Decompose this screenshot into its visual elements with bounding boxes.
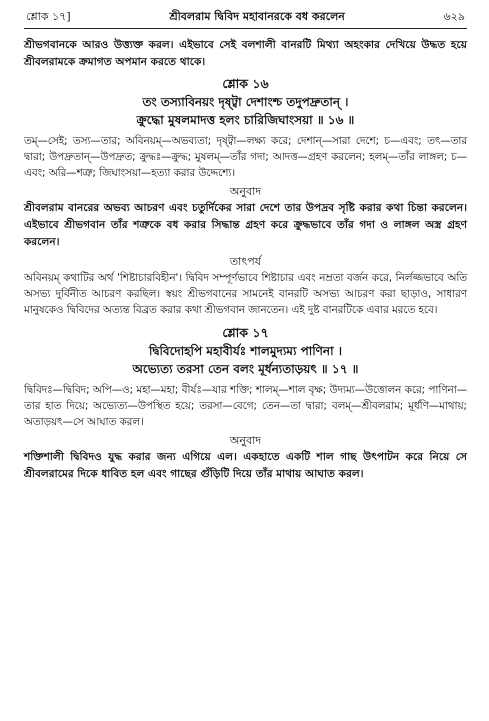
header-page-number: ৬২৯ xyxy=(443,10,465,23)
verse-16-purport: অবিনয়ম্ কথাটির অর্থ 'শিষ্টাচারবিহীন'। দ্বিবিদ সম্পূর্ণভাবে শিষ্টাচার এবং নম্রতা বর্জন করে, নির্লজ্জভাবে অতি অসভ্য দুর্বিনীত আচরণ করছিল। স্বয়ং শ্রীভগবানের সামনেই বানরটি অসভ্য আচরণ করা ছাড়াও, সাধারণ মানুষকেও দ্বিবিদের অত্যন্ত বিব্রত করার কথা শ্রীভগবান জানতেন। এই দুষ্ট বানরটিকে এবার মরতে হবে। xyxy=(24,272,467,316)
verse-17-translation: শক্তিশালী দ্বিবিদও যুদ্ধ করার জন্য এগিয়ে এল। একহাতে একটি শাল গাছ উৎপাটন করে নিয়ে সে শ্রীবলরামের দিকে ধাবিত হল এবং গাছের গুঁড়িটি দিয়ে তাঁর মাথায় আঘাত করল। xyxy=(24,451,467,480)
verse-16-heading: শ্লোক ১৬ xyxy=(222,76,269,91)
verse-16-line-2: ক্রুদ্ধো মুষলমাদত্ত হলং চারিজিঘাংসয়া ॥ ১৬ ॥ xyxy=(136,113,355,127)
verse-17-translation-title: অনুবাদ xyxy=(229,434,262,447)
verse-16-word-meanings: তম্—সেই; তস্য—তার; অবিনয়ম্—অভব্যতা; দৃষ্ট্বা—লক্ষ্য করে; দেশান্—সারা দেশে; চ—এবং; তৎ—তার দ্বারা; উপদ্রুতান্—উপদ্রুত; ক্রুদ্ধঃ—ক্রুদ্ধ; মুষলম্—তাঁর গদা; আদত্ত—গ্রহণ করলেন; হলম্—তাঁর লাঙ্গল; চ—এবং; অরি—শত্রু; জিঘাংসয়া—হত্যা করার উদ্দেশ্যে। xyxy=(24,135,467,179)
header-verse-number: শ্লোক ১৭] xyxy=(26,10,71,23)
verse-17-heading: শ্লোক ১৭ xyxy=(222,325,269,340)
intro-paragraph: শ্রীভগবানকে আরও উত্ত্যক্ত করল। এইভাবে সেই বলশালী বানরটি মিথ্যা অহংকার দেখিয়ে উদ্ধত হয়ে শ্রীবলরামকে ক্রমাগত অপমান করতে থাকে। xyxy=(24,39,467,68)
header-chapter-title: শ্রীবলরাম দ্বিবিদ মহাবানরকে বধ করলেন xyxy=(169,10,345,23)
verse-16-purport-title: তাৎপর্য xyxy=(229,255,262,268)
running-header xyxy=(24,10,467,29)
verse-16-line-1: তং তস্যাবিনয়ং দৃষ্ট্বা দেশাংশ্চ তদুপদ্রুতান্ । xyxy=(142,95,349,109)
verse-17-section xyxy=(24,324,467,483)
verse-16-section xyxy=(24,75,467,318)
verse-17-word-meanings: দ্বিবিদঃ—দ্বিবিদ; অপি—ও; মহা—মহা; বীর্যঃ—যার শক্তি; শালম্—শাল বৃক্ষ; উদ্যম্য—উত্তোলন করে; পাণিনা—তার হাত দিয়ে; অভ্যেত্য—উপস্থিত হয়ে; তরসা—বেগে; তেন—তা দ্বারা; বলম্—শ্রীবলরাম; মূর্ধণি—মাথায়; অতাড়য়ৎ—সে আঘাত করল। xyxy=(24,384,467,428)
verse-17-line-1: দ্বিবিদোহপি মহাবীর্যঃ শালমুদ্যম্য পাণিনা । xyxy=(148,344,343,358)
verse-16-translation: শ্রীবলরাম বানরের অভব্য আচরণ এবং চতুর্দিকের সারা দেশে তার উপদ্রব সৃষ্টি করার কথা চিন্তা করলেন। এইভাবে শ্রীভগবান তাঁর শত্রুকে বধ করার সিদ্ধান্ত গ্রহণ করে ক্রুদ্ধভাবে তাঁর গদা ও লাঙ্গল অস্ত্র গ্রহণ করলেন। xyxy=(24,202,467,248)
verse-16-translation-title: অনুবাদ xyxy=(229,185,262,198)
verse-17-line-2: অভ্যেত্য তরসা তেন বলং মূর্ধন্যতাড়য়ৎ ॥ ১৭ ॥ xyxy=(132,362,359,376)
